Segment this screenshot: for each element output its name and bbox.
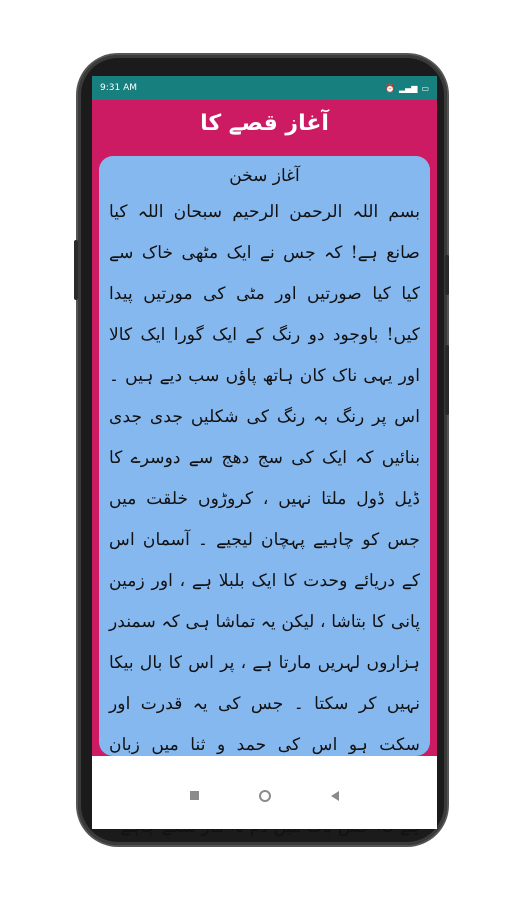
status-icons [385,84,429,93]
screen [92,76,437,829]
volume-button [74,240,78,300]
story-text: بسم اللہ الرحمن الرحیم سبحان اللہ کیا صانع ہے! کہ جس نے ایک مٹھی خاک سے کیا کیا صورتیں اور مٹی کی مورتیں پیدا کیں! باوجود دو رنگ کے ایک گورا ایک کالا اور یہی ناک کان ہاتھ پاؤں سب دیے ہیں ۔ اس پر رنگ بہ رنگ کی شکلیں جدی جدی بنائیں کہ ایک کی سج دھج سے دوسرے کا ڈیل ڈول ملتا نہیں ، کروڑوں خلقت میں جس کو چاہیے پہچان لیجیے ۔ آسمان اس کے دریائے وحدت کا ایک بلبلا ہے ، اور زمین پانی کا بتاشا ، لیکن یہ تماشا ہی کہ سمندر ہزاروں لہریں مارتا ہے ، پر اس کا بال بیکا نہیں کر سکتا ۔ جس کی یہ قدرت اور سکت ہو اس کی حمد و ثنا میں زبان [109,202,420,755]
back-icon[interactable] [331,791,339,801]
power-button [445,255,449,295]
status-bar [92,76,437,100]
system-nav-bar [92,762,437,829]
status-time: 9:31 AM [100,83,137,93]
battery-icon: ▭ [421,83,429,93]
recent-apps-icon[interactable] [190,791,199,800]
side-button [445,345,449,415]
text-panel[interactable] [99,156,430,756]
signal-icon: ▂▄▆ [398,83,418,93]
page-title: آغاز قصے کا [200,110,329,136]
home-icon[interactable] [259,790,271,802]
alarm-icon: ⏰ [385,83,395,93]
app-title-bar [92,100,437,146]
section-heading: آغاز سخن [229,166,300,186]
